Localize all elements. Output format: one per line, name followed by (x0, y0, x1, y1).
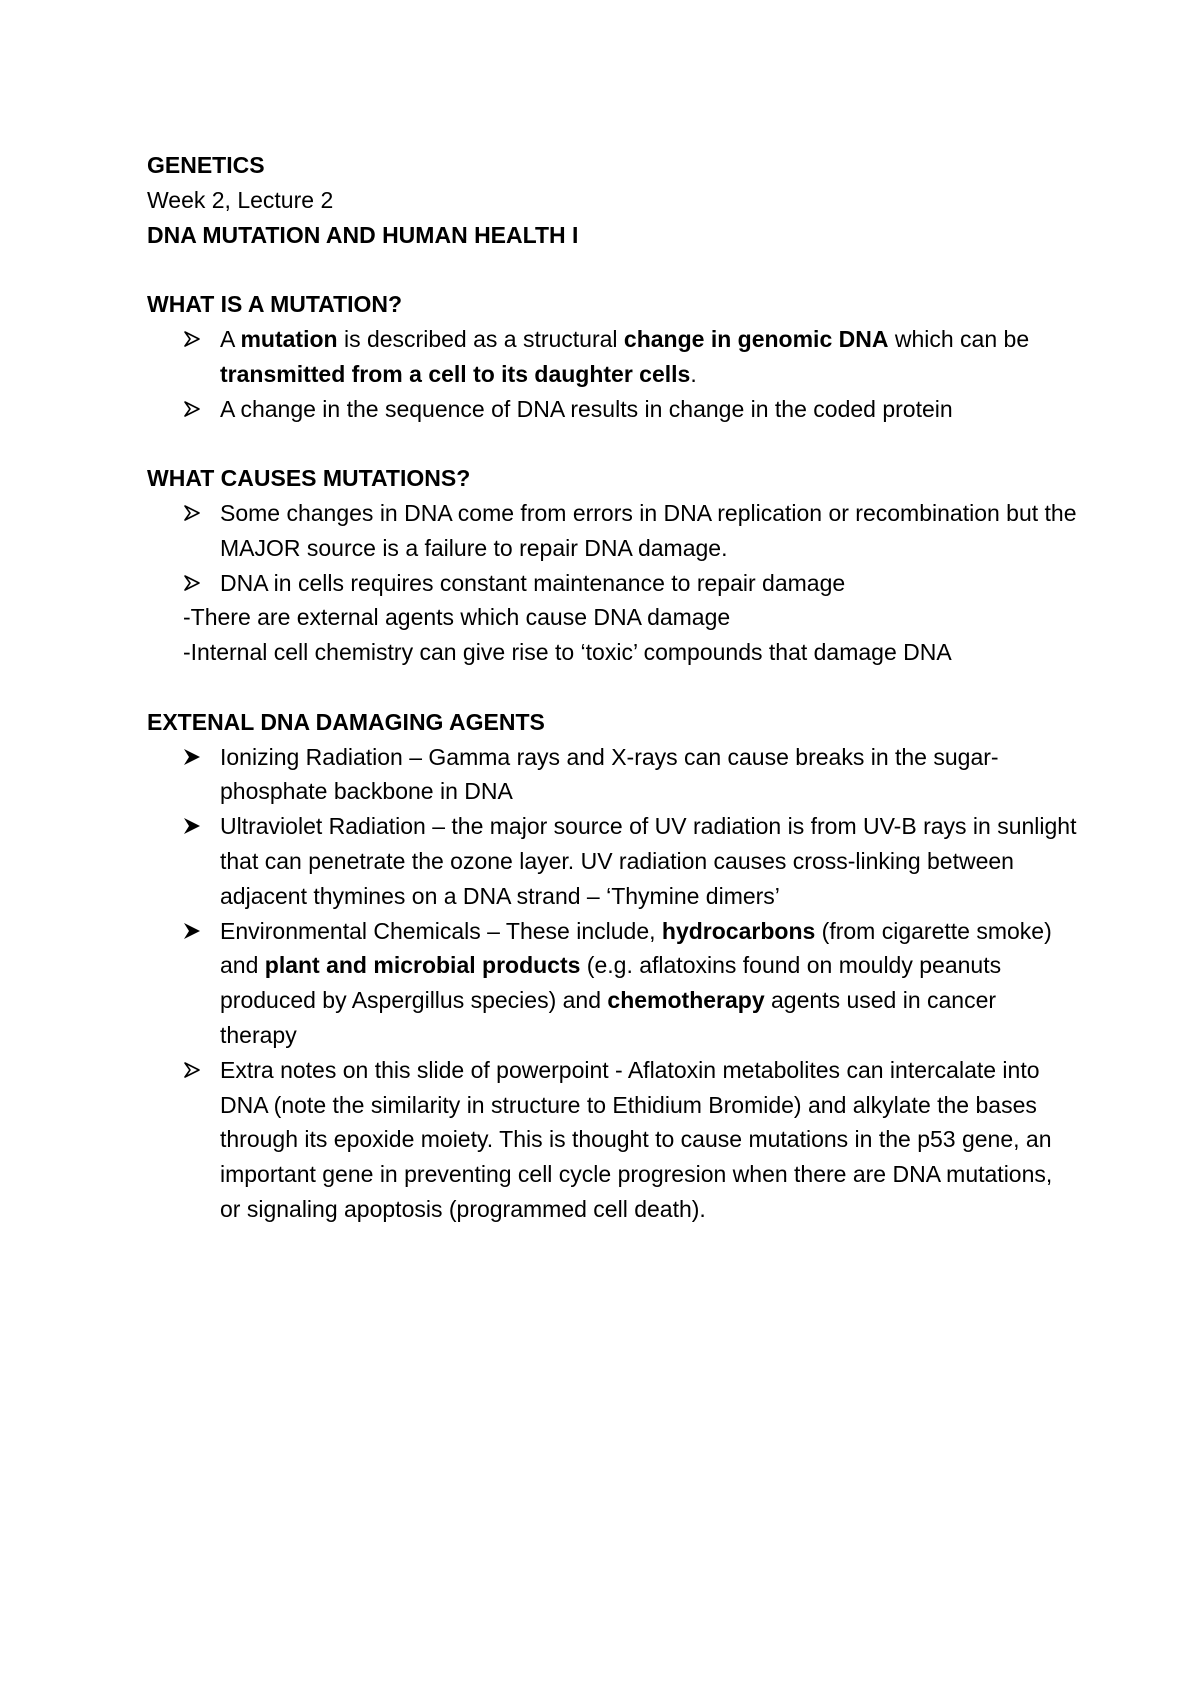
bullet-item (147, 1053, 1077, 1227)
dash-line: -Internal cell chemistry can give rise to ‘toxic’ compounds that damage DNA (183, 639, 952, 666)
bullet-item (147, 740, 1077, 810)
arrowhead-bullet-icon (183, 322, 203, 357)
bullet-text: Some changes in DNA come from errors in DNA replication or recombination but the MAJOR source is a failure to repair DNA damage. (220, 499, 1077, 561)
arrowhead-bullet-icon (183, 566, 203, 601)
bullet-item (147, 392, 1077, 427)
section-heading-what-is-mutation: WHAT IS A MUTATION? (147, 291, 403, 318)
filled-arrowhead-bullet-icon (183, 914, 203, 949)
spacer (147, 252, 1077, 287)
bullet-item (147, 914, 1077, 1053)
bullet-text: A change in the sequence of DNA results in change in the coded protein (220, 395, 953, 422)
arrowhead-bullet-icon (183, 1053, 203, 1088)
bullet-text: Extra notes on this slide of powerpoint - Aflatoxin metabolites can intercalate into DNA (note the similarity in structure to Ethidium Bromide) and alkylate the bases through its epoxide moiety. This is thought to cause mutations in the p53 gene, an important gene in preventing cell cycle progresion when there are DNA mutations, or signaling apoptosis (programmed cell death). (220, 1056, 1053, 1222)
lecture-title: DNA MUTATION AND HUMAN HEALTH I (147, 221, 579, 248)
bullet-text: Ultraviolet Radiation – the major source of UV radiation is from UV-B rays in sunlight that can penetrate the ozone layer. UV radiation causes cross-linking between adjacent thymines on a DNA strand – ‘Thymine dimers’ (220, 813, 1077, 909)
arrowhead-bullet-icon (183, 496, 203, 531)
bullet-item (147, 496, 1077, 566)
bullet-text: Ionizing Radiation – Gamma rays and X-rays can cause breaks in the sugar-phosphate backbone in DNA (220, 743, 999, 805)
section-heading-external-agents: EXTENAL DNA DAMAGING AGENTS (147, 708, 545, 735)
filled-arrowhead-bullet-icon (183, 740, 203, 775)
bullet-item (147, 322, 1077, 392)
document-body (147, 148, 1077, 1227)
course-title: GENETICS (147, 152, 265, 178)
spacer (147, 670, 1077, 705)
dash-line: -There are external agents which cause DNA damage (183, 604, 731, 631)
arrowhead-bullet-icon (183, 392, 203, 427)
bullet-text: DNA in cells requires constant maintenance to repair damage (220, 569, 846, 596)
filled-arrowhead-bullet-icon (183, 809, 203, 844)
bullet-item (147, 809, 1077, 913)
section-heading-what-causes-mutations: WHAT CAUSES MUTATIONS? (147, 465, 471, 492)
bullet-text: A mutation is described as a structural change in genomic DNA which can be transmitted from a cell to its daughter cells. (220, 325, 1030, 387)
bullet-item (147, 566, 1077, 601)
bullet-text: Environmental Chemicals – These include, hydrocarbons (from cigarette smoke) and plant and microbial products (e.g. aflatoxins found on mouldy peanuts produced by Aspergillus species) and chemotherapy agents used in cancer therapy (220, 917, 1052, 1048)
spacer (147, 426, 1077, 461)
lecture-label: Week 2, Lecture 2 (147, 186, 334, 213)
